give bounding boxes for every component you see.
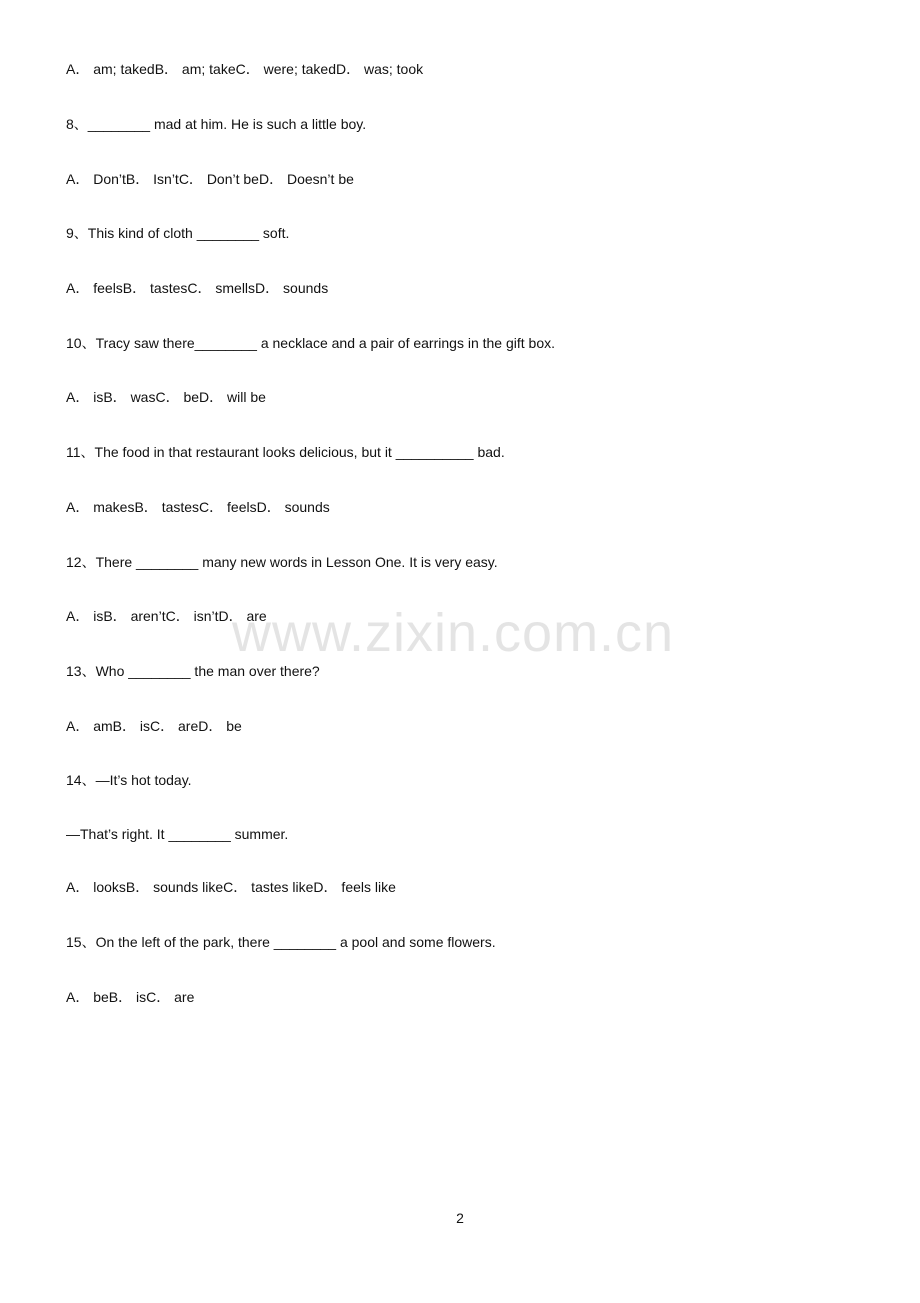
answer-options-11: A． makesB． tastesC． feelsD． sounds [66,499,330,515]
answer-options-9: A． feelsB． tastesC． smellsD． sounds [66,280,329,296]
question-12: 12、There ________ many new words in Lesson One. It is very easy. [66,554,498,570]
answer-options-14: A． looksB． sounds likeC． tastes likeD． feels like [66,879,396,895]
answer-options-7: A． am; takedB． am; takeC． were; takedD． was; took [66,61,424,77]
question-13: 13、Who ________ the man over there? [66,663,320,679]
question-8: 8、________ mad at him. He is such a little boy. [66,116,367,132]
question-10: 10、Tracy saw there________ a necklace and a pair of earrings in the gift box. [66,335,555,351]
question-14: 14、—It’s hot today. [66,772,192,788]
question-14-reply: —That’s right. It ________ summer. [66,826,289,842]
question-9: 9、This kind of cloth ________ soft. [66,225,290,241]
answer-options-13: A． amB． isC． areD． be [66,718,242,734]
watermark: www.zixin.com.cn [232,603,675,663]
answer-options-10: A． isB． wasC． beD． will be [66,389,266,405]
question-15: 15、On the left of the park, there ________ a pool and some flowers. [66,934,496,950]
page-number: 2 [456,1210,464,1226]
answer-options-15: A． beB． isC． are [66,989,195,1005]
answer-options-8: A． Don’tB． Isn’tC． Don’t beD． Doesn’t be [66,171,354,187]
question-11: 11、The food in that restaurant looks delicious, but it __________ bad. [66,444,505,460]
answer-options-12: A． isB． aren’tC． isn’tD． are [66,608,267,624]
